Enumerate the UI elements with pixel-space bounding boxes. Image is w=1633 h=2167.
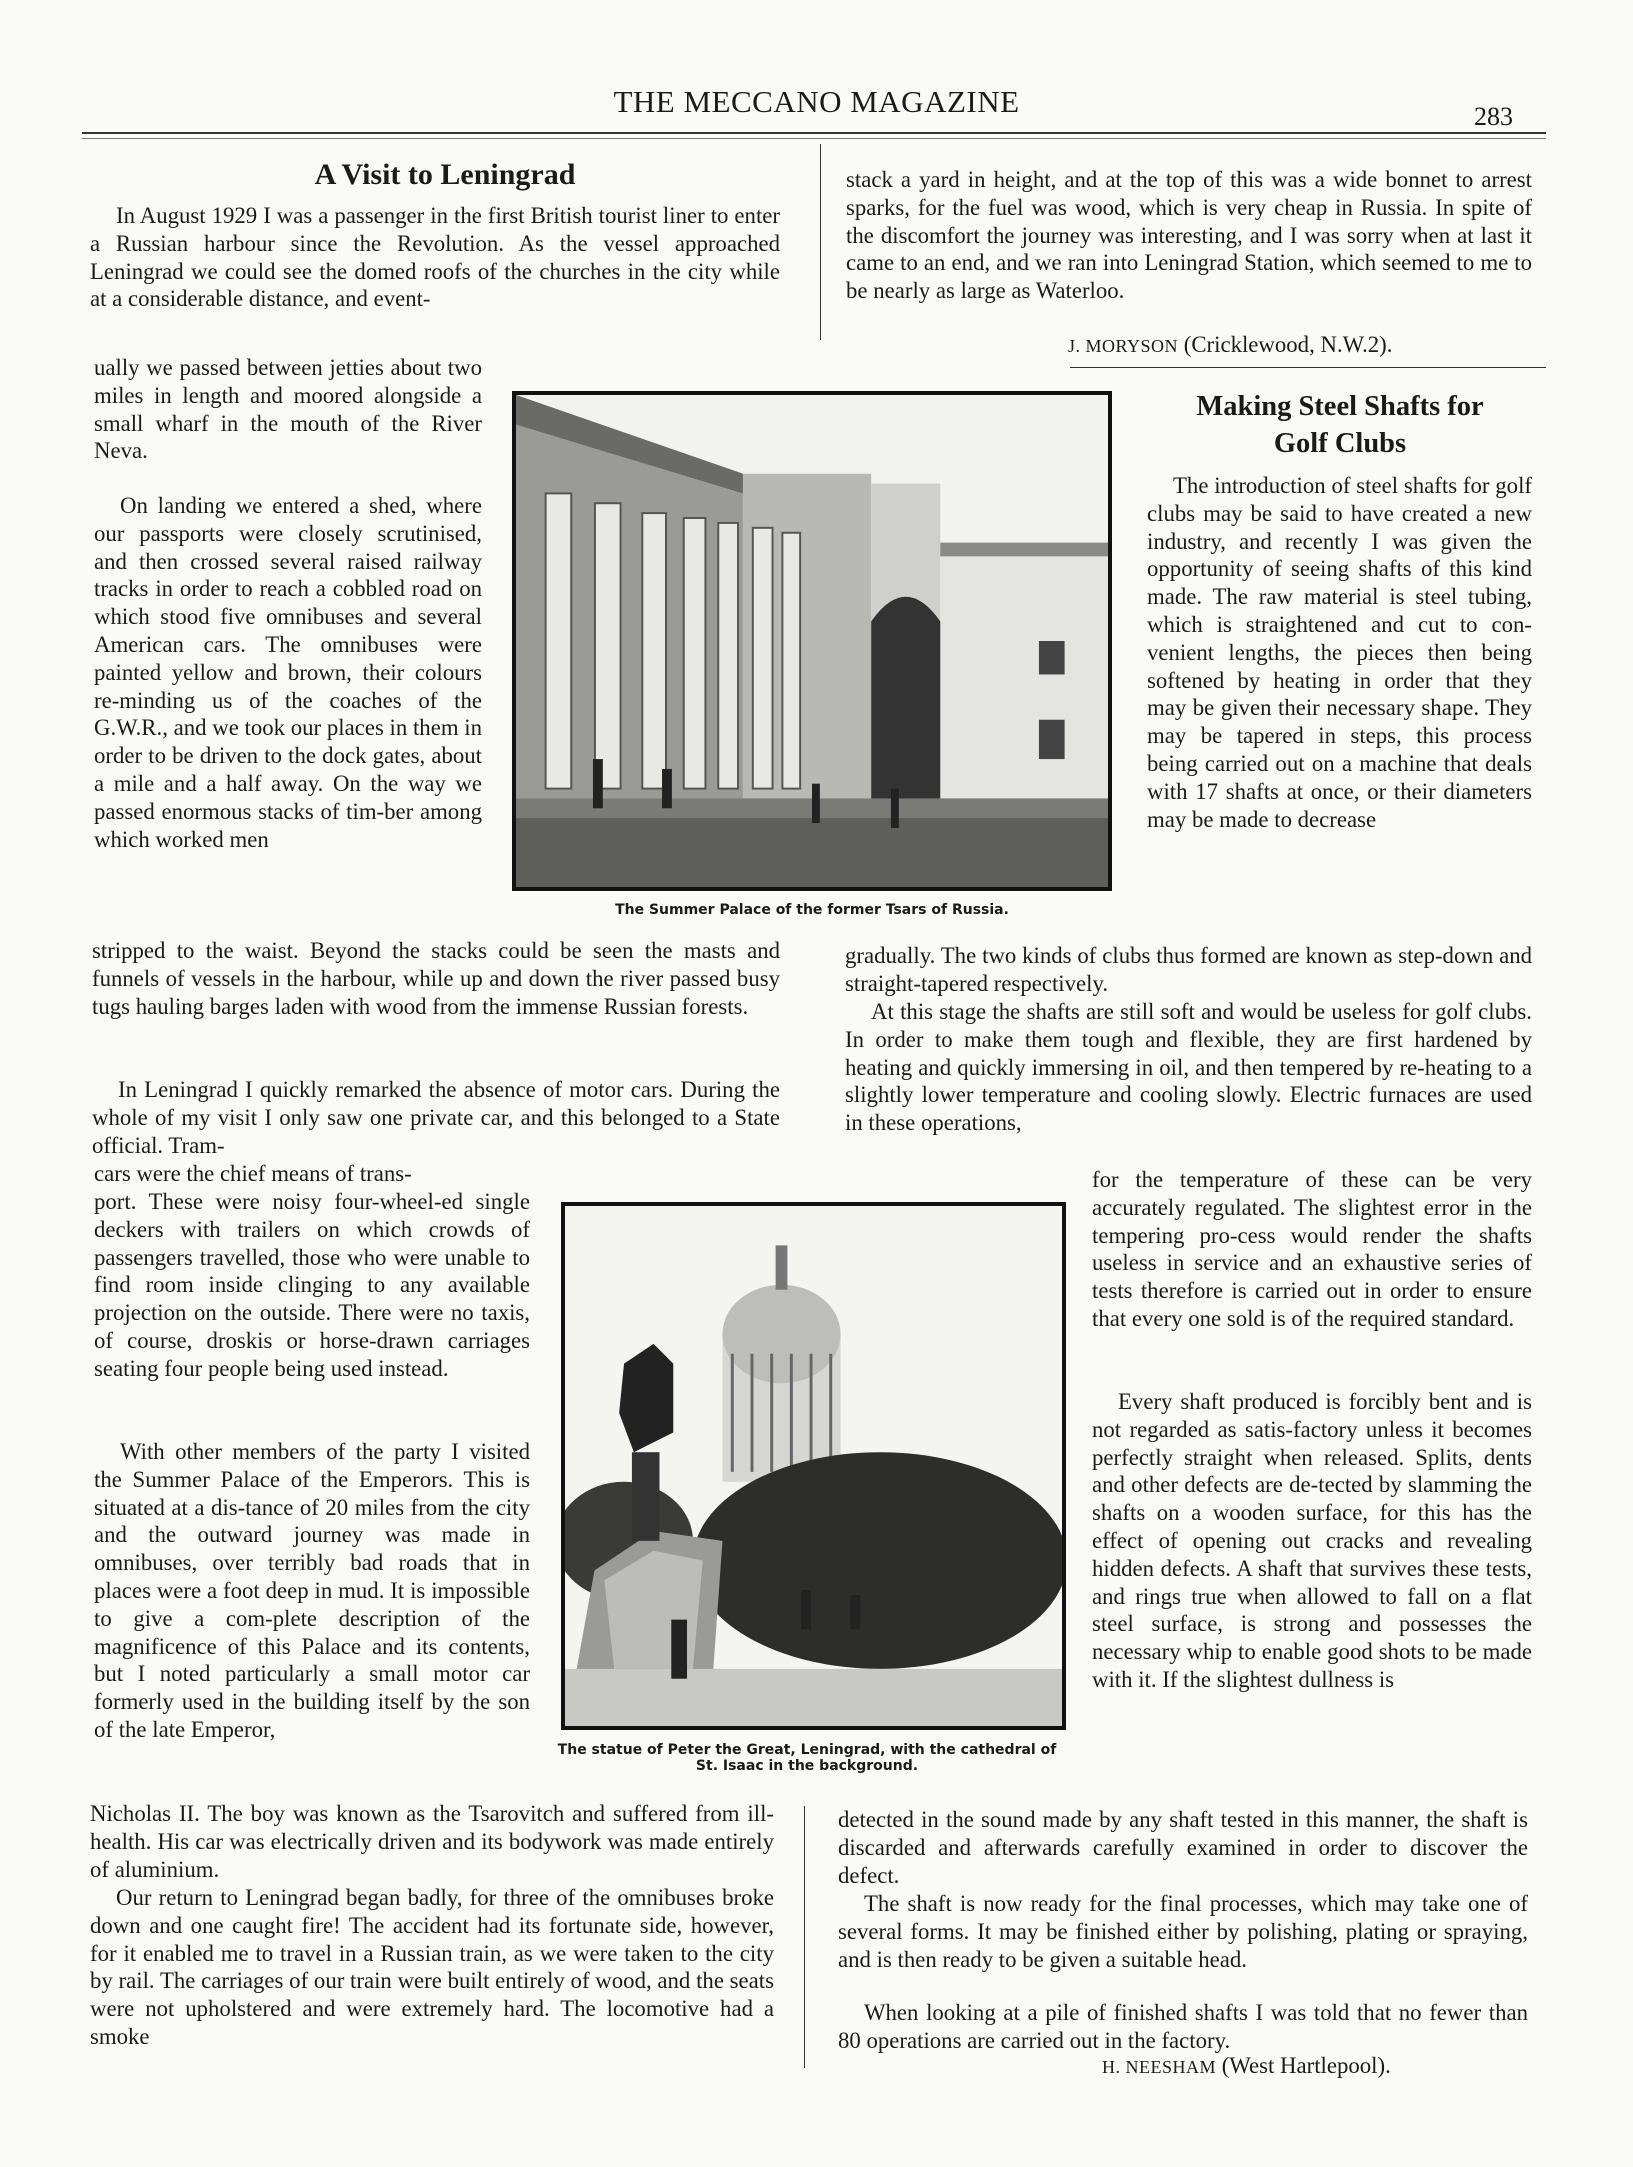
header-rule	[82, 132, 1546, 134]
column-divider-top	[820, 144, 821, 340]
paragraph: for the temperature of these can be very accurately regulated. The slightest error in the tempering pro-cess would render the shafts useless in service and an exhaustive series of tests therefore is carried out in order to ensure that every one sold is of the required standard.	[1092, 1167, 1532, 1331]
statue-illustration	[565, 1206, 1062, 1726]
author-place: (West Hartlepool).	[1221, 2053, 1391, 2078]
paragraph: ually we passed between jetties about two miles in length and moored alongside a small wharf in the mouth of the River Neva.	[94, 355, 482, 464]
paragraph: The introduction of steel shafts for golf clubs may be said to have created a new industry, and recently I was given the opportunity of seeing shafts of this kind made. The raw material is steel tubing, which is straightened and cut to con-venient lengths, the pieces then being softened by heating in order that they may be given their necessary shape. They may be tapered in steps, this process being carried out on a machine that deals with 17 shafts at once, or their diameters may be made to decrease	[1147, 473, 1532, 832]
article-title-line2: Golf Clubs	[1273, 428, 1407, 459]
paragraph: With other members of the party I visited the Summer Palace of the Emperors. This is situated at a dis-tance of 20 miles from the city and the outward journey was made in omnibuses, over terribly bad roads that in places were a foot deep in mud. It is impossible to give a com-plete description of the magnificence of this Palace and its contents, but I noted particularly a small motor car formerly used in the building itself by the son of the late Emperor,	[94, 1439, 530, 1742]
paragraph: cars were the chief means of trans-	[94, 1161, 412, 1186]
paragraph: In Leningrad I quickly remarked the absence of motor cars. During the whole of my visit I only saw one private car, and this belonged to a State official. Tram-	[92, 1077, 780, 1158]
paragraph: stripped to the waist. Beyond the stacks could be seen the masts and funnels of vessels in the harbour, while up and down the river passed busy tugs hauling barges laden with wood from the immense Russian forests.	[92, 938, 780, 1019]
paragraph: On landing we entered a shed, where our passports were closely scrutinised, and then crossed several raised railway tracks in order to reach a cobbled road on which stood five omnibuses and several American cars. The omnibuses were painted yellow and brown, their colours re-minding us of the coaches of the G.W.R., and we took our places in them in order to be driven to the dock gates, about a mile and a half away. On the way we passed enormous stacks of tim-ber among which worked men	[94, 493, 482, 852]
paragraph: gradually. The two kinds of clubs thus formed are known as step-down and straight-tapered respectively.	[845, 943, 1532, 996]
article-title-line1: Making Steel Shafts for	[1196, 391, 1484, 422]
paragraph: The shaft is now ready for the final processes, which may take one of several forms. It may be finished either by polishing, plating or spraying, and is then ready to be given a suitable head.	[838, 1891, 1528, 1972]
author-signature	[1068, 332, 1392, 358]
summer-palace-photo	[512, 391, 1112, 891]
paragraph: port. These were noisy four-wheel-ed single deckers with trailers on which crowds of passengers travelled, those who were unable to find room inside clinging to any available projection on the outside. There were no taxis, of course, droskis or horse-drawn carriages seating four people being used instead.	[94, 1189, 530, 1381]
column-divider-bottom	[804, 1806, 805, 2068]
paragraph: At this stage the shafts are still soft and would be useless for golf clubs. In order to make them tough and flexible, they are first hardened by heating and quickly immersing in oil, and then tempered by re-heating to a slightly lower temperature and cooling slowly. Electric furnaces are used in these operations,	[845, 999, 1532, 1136]
palace-caption: The Summer Palace of the former Tsars of Russia.	[615, 902, 1009, 918]
masthead-title: THE MECCANO MAGAZINE	[613, 84, 1020, 119]
author-signature	[1102, 2053, 1391, 2079]
header-rule-thin	[82, 138, 1546, 139]
page-number: 283	[1474, 102, 1513, 131]
author-place: (Cricklewood, N.W.2).	[1183, 332, 1393, 357]
paragraph: When looking at a pile of finished shafts I was told that no fewer than 80 operations are carried out in the factory.	[838, 2000, 1528, 2053]
palace-illustration	[516, 395, 1108, 887]
article-title-golf-shafts	[1130, 388, 1550, 462]
article-divider	[1070, 367, 1546, 368]
author-name: H. NEESHAM	[1102, 2057, 1217, 2077]
statue-caption: The statue of Peter the Great, Leningrad, with the cathedral of St. Isaac in the background.	[557, 1742, 1057, 1774]
paragraph: stack a yard in height, and at the top of this was a wide bonnet to arrest sparks, for the fuel was wood, which is very cheap in Russia. In spite of the discomfort the journey was interesting, and I was sorry when at last it came to an end, and we ran into Leningrad Station, which seemed to me to be nearly as large as Waterloo.	[846, 167, 1532, 304]
paragraph: detected in the sound made by any shaft tested in this manner, the shaft is discarded and afterwards carefully examined in order to discover the defect.	[838, 1807, 1528, 1888]
paragraph: Nicholas II. The boy was known as the Tsarovitch and suffered from ill-health. His car was electrically driven and its bodywork was made entirely of aluminium.	[90, 1801, 774, 1882]
author-name: J. MORYSON	[1068, 336, 1179, 356]
paragraph: Our return to Leningrad began badly, for three of the omnibuses broke down and one caught fire! The accident had its fortunate side, however, for it enabled me to travel in a Russian train, as we were taken to the city by rail. The carriages of our train were built entirely of wood, and the seats were not upholstered and were extremely hard. The locomotive had a smoke	[90, 1885, 774, 2049]
peter-the-great-statue-photo	[561, 1202, 1066, 1730]
paragraph: In August 1929 I was a passenger in the first British tourist liner to enter a Russian harbour since the Revolution. As the vessel approached Leningrad we could see the domed roofs of the churches in the city while at a considerable distance, and event-	[90, 203, 780, 312]
paragraph: Every shaft produced is forcibly bent and is not regarded as satis-factory unless it becomes perfectly straight when released. Splits, dents and other defects are de-tected by slamming the shafts on a wooden surface, for this has the effect of opening out cracks and revealing hidden defects. A shaft that survives these tests, and rings true when allowed to fall on a flat steel surface, is strong and possesses the necessary whip to enable good shots to be made with it. If the slightest dullness is	[1092, 1389, 1532, 1692]
article-title-leningrad: A Visit to Leningrad	[314, 158, 576, 191]
